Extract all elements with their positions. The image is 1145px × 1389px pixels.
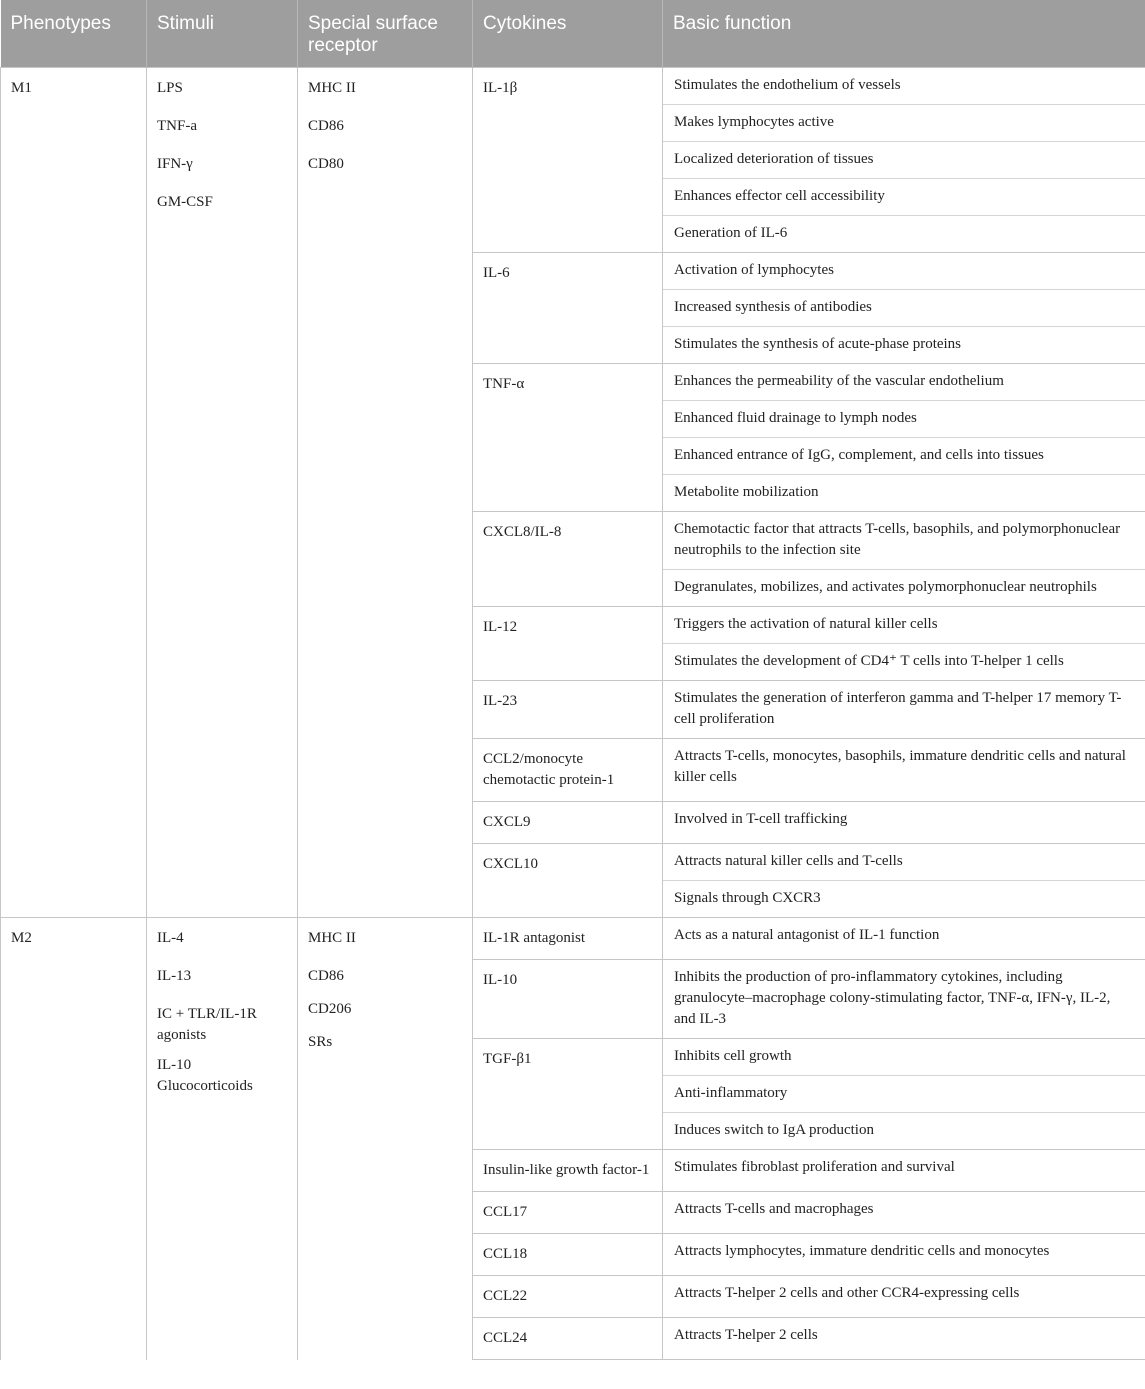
function-item: Makes lymphocytes active <box>663 104 1145 141</box>
cytokine-cell: IL-10 <box>473 960 663 1039</box>
function-cell <box>663 68 1145 253</box>
function-item: Enhanced entrance of IgG, complement, and cells into tissues <box>663 437 1145 474</box>
stimulus-item: TNF-a <box>157 118 197 134</box>
receptor-item: CD86 <box>308 968 344 984</box>
stimulus-item: IFN-γ <box>157 156 193 172</box>
stimuli-cell <box>147 68 298 918</box>
function-item: Localized deterioration of tissues <box>663 141 1145 178</box>
stimulus-item: IL-10 Glucocorticoids <box>157 1057 253 1094</box>
receptor-item: CD86 <box>308 118 344 134</box>
function-cell <box>663 1276 1145 1318</box>
function-cell <box>663 1192 1145 1234</box>
function-item: Enhances the permeability of the vascular endothelium <box>674 373 1004 389</box>
stimulus-item: LPS <box>157 80 183 96</box>
cytokine-cell: CXCL8/IL-8 <box>473 512 663 607</box>
phenotype-cell: M1 <box>1 68 147 918</box>
receptor-item: CD206 <box>308 1001 352 1017</box>
cytokine-cell: IL-12 <box>473 607 663 681</box>
cytokine-cell: IL-23 <box>473 681 663 739</box>
cytokine-cell: TGF-β1 <box>473 1039 663 1150</box>
function-cell <box>663 960 1145 1039</box>
cytokine-cell: CCL24 <box>473 1318 663 1360</box>
function-cell <box>663 253 1145 364</box>
receptor-item: MHC II <box>308 930 356 946</box>
function-item: Activation of lymphocytes <box>674 262 834 278</box>
function-cell <box>663 364 1145 512</box>
stimulus-item: IL-4 <box>157 930 184 946</box>
phenotype-cell: M2 <box>1 918 147 1360</box>
function-item: Chemotactic factor that attracts T-cells, basophils, and polymorphonuclear neutrophils to the infection site <box>674 521 1121 558</box>
function-item: Signals through CXCR3 <box>663 880 1145 917</box>
function-item: Attracts lymphocytes, immature dendritic cells and monocytes <box>674 1243 1050 1259</box>
function-item: Generation of IL-6 <box>663 215 1145 252</box>
table-row <box>1 68 1145 253</box>
function-cell <box>663 1234 1145 1276</box>
receptor-item: MHC II <box>308 80 356 96</box>
header-surface-receptor: Special surface receptor <box>298 0 473 68</box>
cytokine-cell: IL-1R antagonist <box>473 918 663 960</box>
cytokine-cell: CXCL10 <box>473 844 663 918</box>
function-item: Attracts T-cells and macrophages <box>674 1201 874 1217</box>
header-stimuli: Stimuli <box>147 0 298 68</box>
function-item: Attracts T-cells, monocytes, basophils, immature dendritic cells and natural killer cells <box>674 748 1126 785</box>
function-item: Stimulates the endothelium of vessels <box>674 77 901 93</box>
function-item: Attracts T-helper 2 cells and other CCR4-expressing cells <box>674 1285 1020 1301</box>
function-item: Stimulates fibroblast proliferation and survival <box>674 1159 955 1175</box>
cytokine-cell: CCL18 <box>473 1234 663 1276</box>
cytokine-cell: CCL17 <box>473 1192 663 1234</box>
stimuli-cell <box>147 918 298 1360</box>
receptor-cell <box>298 918 473 1360</box>
cytokine-cell: Insulin-like growth factor-1 <box>473 1150 663 1192</box>
header-basic-function: Basic function <box>663 0 1145 68</box>
header-phenotypes: Phenotypes <box>1 0 147 68</box>
function-cell <box>663 739 1145 802</box>
receptor-item: CD80 <box>308 156 344 172</box>
cytokine-cell: IL-6 <box>473 253 663 364</box>
function-cell <box>663 1039 1145 1150</box>
function-item: Degranulates, mobilizes, and activates polymorphonuclear neutrophils <box>663 569 1145 606</box>
cytokine-cell: IL-1β <box>473 68 663 253</box>
function-cell <box>663 802 1145 844</box>
table-body <box>1 68 1145 1360</box>
function-cell <box>663 681 1145 739</box>
stimulus-item: GM-CSF <box>157 194 213 210</box>
header-row <box>1 0 1145 68</box>
function-item: Enhanced fluid drainage to lymph nodes <box>663 400 1145 437</box>
function-item: Stimulates the synthesis of acute-phase proteins <box>663 326 1145 363</box>
cytokine-cell: CXCL9 <box>473 802 663 844</box>
function-cell <box>663 512 1145 607</box>
header-cytokines: Cytokines <box>473 0 663 68</box>
cytokine-cell: CCL22 <box>473 1276 663 1318</box>
receptor-cell <box>298 68 473 918</box>
function-cell <box>663 1318 1145 1360</box>
function-item: Attracts T-helper 2 cells <box>674 1327 818 1343</box>
function-item: Inhibits the production of pro-inflammatory cytokines, including granulocyte–macrophage colony-stimulating factor, TNF-α, IFN-γ, IL-2, and IL-3 <box>674 969 1111 1027</box>
function-item: Anti-inflammatory <box>663 1075 1145 1112</box>
function-item: Induces switch to IgA production <box>663 1112 1145 1149</box>
function-cell <box>663 1150 1145 1192</box>
function-item: Increased synthesis of antibodies <box>663 289 1145 326</box>
function-item: Enhances effector cell accessibility <box>663 178 1145 215</box>
cytokine-cell: CCL2/monocyte chemotactic protein-1 <box>473 739 663 802</box>
function-item: Stimulates the development of CD4⁺ T cells into T-helper 1 cells <box>663 643 1145 680</box>
function-cell <box>663 918 1145 960</box>
function-cell <box>663 844 1145 918</box>
function-item: Acts as a natural antagonist of IL-1 function <box>674 927 940 943</box>
table-row <box>1 918 1145 960</box>
stimulus-item: IL-13 <box>157 968 192 984</box>
cytokine-cell: TNF-α <box>473 364 663 512</box>
function-item: Triggers the activation of natural killer cells <box>674 616 938 632</box>
function-item: Stimulates the generation of interferon gamma and T-helper 17 memory T-cell proliferation <box>674 690 1122 727</box>
function-item: Involved in T-cell trafficking <box>674 811 848 827</box>
function-item: Metabolite mobilization <box>663 474 1145 511</box>
function-item: Attracts natural killer cells and T-cells <box>674 853 903 869</box>
function-cell <box>663 607 1145 681</box>
stimulus-item: IC + TLR/IL-1R agonists <box>157 1006 257 1043</box>
receptor-item: SRs <box>308 1034 333 1050</box>
function-item: Inhibits cell growth <box>674 1048 792 1064</box>
